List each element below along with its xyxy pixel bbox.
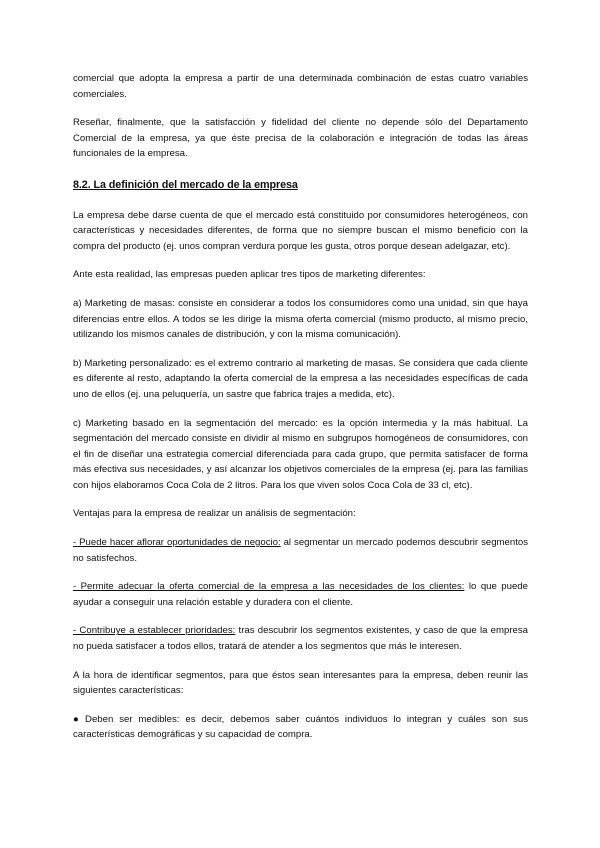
ventaja-prioridades (73, 623, 528, 654)
ante-paragraph: Ante esta realidad, las empresas pueden aplicar tres tipos de marketing diferentes: (73, 269, 426, 281)
bullet-medibles (73, 712, 528, 743)
marketing-personalizado-paragraph: b) Marketing personalizado: es el extremo contrario al marketing de masas. Se considera que cada cliente es diferente al resto, adaptando la oferta comercial de la empresa a las necesidades específicas de cada uno de ellos (ej. una peluquería, un sastre que fabrica trajes a medida, etc). (73, 357, 528, 400)
document-page (73, 71, 528, 743)
empresa-paragraph: La empresa debe darse cuenta de que el mercado está constituido por consumidores heterogéneos, con características y necesidades diferentes, de forma que no siempre buscan el mismo beneficio con la compra del producto (ej. unos compran verdura porque les gusta, otros porque desean adelgazar, etc). (73, 209, 528, 252)
bullet-medibles-text: Deben ser medibles: es decir, debemos saber cuántos individuos lo integran y cuáles son sus características demográficas y su capacidad de compra. (73, 713, 528, 741)
hora-paragraph: A la hora de identificar segmentos, para que éstos sean interesantes para la empresa, deben reunir las siguientes características: (73, 669, 528, 697)
ventaja-oportunidades-text: al segmentar un mercado podemos descubrir segmentos no satisfechos. (73, 537, 528, 564)
marketing-masas-paragraph: a) Marketing de masas: consiste en considerar a todos los consumidores como una unidad, sin que haya diferencias entre ellos. A todos se les dirige la misma oferta comercial (mismo producto, al mismo precio, utilizando los mismos canales de distribución, y con la misma comunicación). (73, 297, 528, 341)
ventajas-paragraph: Ventajas para la empresa de realizar un análisis de segmentación: (73, 508, 356, 520)
ventaja-adecuar-text: lo que puede ayudar a conseguir una relación estable y duradera con el cliente. (73, 581, 528, 608)
ventaja-oportunidades (73, 535, 528, 566)
ventaja-adecuar (73, 579, 528, 610)
bullet-icon: ● (73, 713, 83, 725)
ventaja-prioridades-title: - Contribuye a establecer prioridades: (73, 625, 236, 637)
ventaja-oportunidades-title: - Puede hacer aflorar oportunidades de negocio: (73, 537, 281, 549)
ventaja-adecuar-title: - Permite adecuar la oferta comercial de la empresa a las necesidades de los clientes: (73, 581, 465, 593)
resenar-paragraph: Reseñar, finalmente, que la satisfacción y fidelidad del cliente no depende sólo del Departamento Comercial de la empresa, ya que éste precisa de la colaboración e integración de todas las áreas funcionales de la empresa. (73, 117, 528, 160)
marketing-segmentacion-paragraph: c) Marketing basado en la segmentación del mercado: es la opción intermedia y la más habitual. La segmentación del mercado consiste en dividir al mismo en subgrupos homogéneos de consumidores, con el fin de diseñar una estrategia comercial diferenciada para cada grupo, que permita satisfacer de forma más efectiva sus necesidades, y así alcanzar los objetivos comerciales de la empresa (ej. para las familias con hijos elaboramos Coca Cola de 2 litros. Para los que viven solos Coca Cola de 33 cl, etc). (73, 417, 528, 491)
ventaja-prioridades-text: tras descubrir los segmentos existentes, y caso de que la empresa no pueda satisfacer a todos ellos, tratará de atender a los segmentos que más le interesen. (73, 625, 529, 653)
section-heading: 8.2. La definición del mercado de la empresa (73, 178, 298, 191)
intro-paragraph: comercial que adopta la empresa a partir de una determinada combinación de estas cuatro variables comerciales. (73, 73, 528, 100)
